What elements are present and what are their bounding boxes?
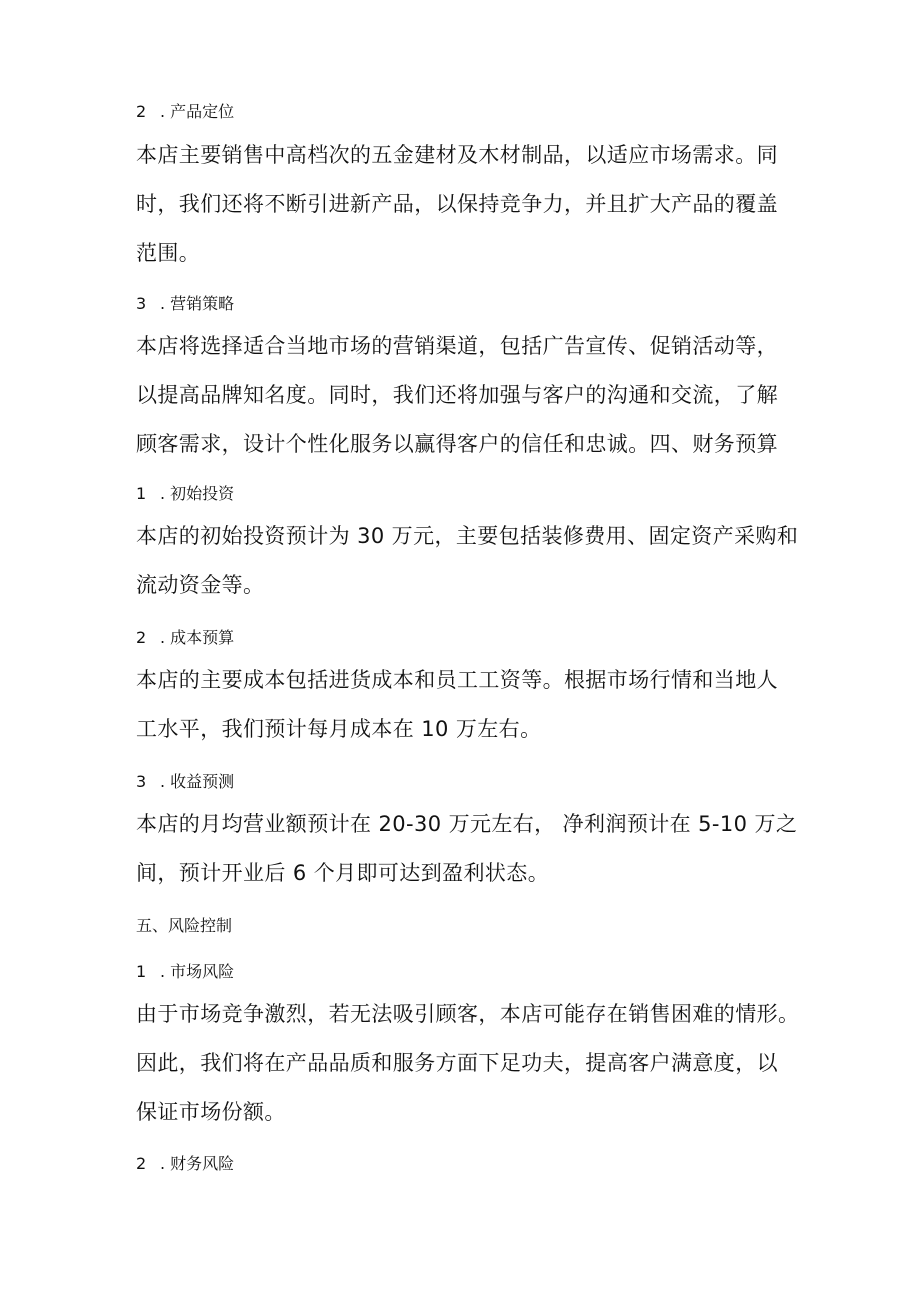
paragraph-line: 流动资金等。 [136, 573, 265, 597]
paragraph-line: 工水平，我们预计每月成本在 10 万左右。 [136, 717, 542, 741]
section-paragraph [136, 656, 816, 754]
paragraph-line: 由于市场竞争激烈，若无法吸引顾客，本店可能存在销售困难的情形。 [136, 1002, 800, 1026]
section-title: . 市场风险 [160, 962, 235, 981]
section-heading [136, 962, 234, 982]
section-number: 3 [136, 772, 147, 791]
section-number: 2 [136, 102, 147, 121]
paragraph-line: 本店将选择适合当地市场的营销渠道，包括广告宣传、促销活动等， [136, 334, 778, 358]
section-heading [136, 916, 232, 936]
section-title: . 收益预测 [160, 772, 235, 791]
section-paragraph [136, 800, 816, 898]
section-heading [136, 628, 234, 648]
paragraph-line: 时，我们还将不断引进新产品，以保持竞争力，并且扩大产品的覆盖 [136, 192, 778, 216]
section-title: 五、风险控制 [136, 916, 233, 935]
paragraph-line: 本店的主要成本包括进货成本和员工工资等。根据市场行情和当地人 [136, 668, 778, 692]
section-paragraph [136, 322, 816, 469]
section-paragraph [136, 990, 816, 1137]
section-title: . 成本预算 [160, 628, 235, 647]
section-title: . 财务风险 [160, 1154, 235, 1173]
section-title: . 产品定位 [160, 102, 235, 121]
paragraph-line: 因此，我们将在产品品质和服务方面下足功夫，提高客户满意度，以 [136, 1051, 778, 1075]
paragraph-line: 本店的初始投资预计为 30 万元，主要包括装修费用、固定资产采购和 [136, 524, 799, 548]
paragraph-line: 本店的月均营业额预计在 20-30 万元左右， 净利润预计在 5-10 万之 [136, 812, 798, 836]
section-paragraph [136, 131, 816, 278]
section-title: . 初始投资 [160, 484, 235, 503]
paragraph-line: 范围。 [136, 241, 201, 265]
section-heading [136, 102, 234, 122]
paragraph-line: 顾客需求，设计个性化服务以赢得客户的信任和忠诚。四、财务预算 [136, 432, 778, 456]
section-number: 2 [136, 1154, 147, 1173]
section-number: 2 [136, 628, 147, 647]
section-title: . 营销策略 [160, 294, 235, 313]
section-heading [136, 294, 234, 314]
section-number: 1 [136, 962, 147, 981]
paragraph-line: 间，预计开业后 6 个月即可达到盈利状态。 [136, 861, 550, 885]
section-heading [136, 772, 234, 792]
paragraph-line: 本店主要销售中高档次的五金建材及木材制品，以适应市场需求。同 [136, 143, 778, 167]
section-paragraph [136, 512, 816, 610]
section-heading [136, 1154, 234, 1174]
section-heading [136, 484, 234, 504]
section-number: 3 [136, 294, 147, 313]
paragraph-line: 保证市场份额。 [136, 1100, 286, 1124]
section-number: 1 [136, 484, 147, 503]
paragraph-line: 以提高品牌知名度。同时，我们还将加强与客户的沟通和交流，了解 [136, 383, 778, 407]
